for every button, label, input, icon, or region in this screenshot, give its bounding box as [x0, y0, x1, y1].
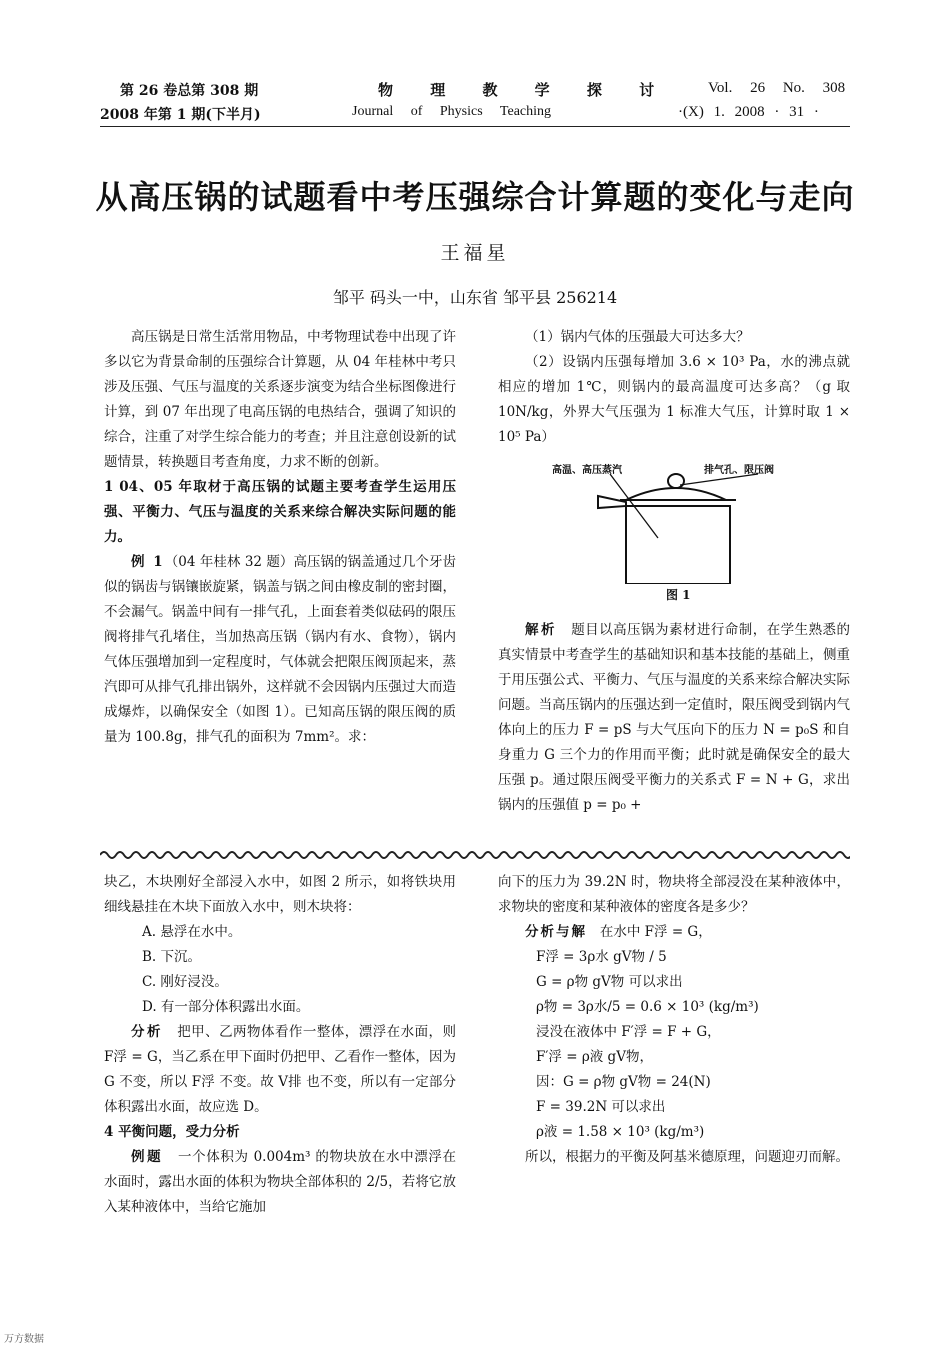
- page-number: ·(X) 1. 2008 · 31 ·: [678, 104, 819, 120]
- solution-text-0: 在水中 F浮 = G，: [599, 924, 712, 940]
- journal-name-en: Journal of Physics Teaching: [352, 104, 552, 119]
- solution-line-0: [498, 920, 850, 945]
- option-a: A. 悬浮在水中。: [142, 924, 242, 940]
- journal-name-cn: 物 理 教 学 探 讨: [378, 81, 671, 99]
- solution-line-4: 浸没在液体中 F′浮 = F + G，: [536, 1024, 721, 1040]
- section-4-heading: 4 平衡问题，受力分析: [104, 1124, 240, 1140]
- solution-label: 分析与解: [525, 924, 587, 940]
- analysis-label: 解析: [525, 622, 557, 638]
- watermark: 万方数据: [4, 1334, 44, 1345]
- solution-line-1: F浮 = 3ρ水 gV物 / 5: [536, 949, 667, 965]
- volume-issue: 第 26 卷总第 308 期: [120, 83, 259, 99]
- example-4: [104, 1145, 456, 1220]
- author: 王福星: [440, 242, 510, 264]
- lower-right-cont: 向下的压力为 39.2N 时，物块将全部浸没在某种液体中，求物块的密度和某种液体的密度各是多少？: [498, 874, 850, 915]
- article-title: 从高压锅的试题看中考压强综合计算题的变化与走向: [95, 178, 855, 216]
- lower-left-column: [104, 870, 456, 1220]
- example-4-text: 一个体积为 0.004m³ 的物块放在水中漂浮在水面时，露出水面的体积为物块全部体积的 2/5，若将它放入某种液体中，当给它施加: [104, 1149, 457, 1215]
- lower-analysis: [104, 1020, 456, 1120]
- example-4-label: 例题: [131, 1149, 164, 1165]
- solution-line-2: G = ρ物 gV物 可以求出: [536, 974, 683, 990]
- analysis-text: 题目以高压锅为素材进行命制，在学生熟悉的真实情景中考查学生的基础知识和基本技能的基础上，侧重于用压强公式、平衡力、气压与温度的关系来综合解决实际问题。当高压锅内的压强达到一定值时，限压阀受到锅内气体向上的压力 F = pS 与大气压向下的压力 N = p₀S 和自身重力 G 三个力的作用而平衡；此时就是确保安全的最大压强 p。通过限压阀受平衡力的关系式 F = N + G，求出锅内的压强值 p = p₀ +: [498, 622, 851, 813]
- figure-1-caption: 图 1: [666, 588, 691, 602]
- header-rule: [100, 126, 850, 127]
- pressure-cooker-figure: [540, 458, 792, 584]
- option-c: C. 刚好浸没。: [142, 974, 228, 990]
- conclusion: 所以，根据力的平衡及阿基米德原理，问题迎刃而解。: [525, 1149, 849, 1165]
- affiliation: 邹平 码头一中，山东省 邹平县 256214: [332, 288, 618, 307]
- figure-label-steam: 高温、高压蒸汽: [552, 465, 622, 476]
- upper-right-column: [498, 325, 850, 450]
- vol-no: Vol. 26 No. 308: [708, 80, 846, 96]
- option-b: B. 下沉。: [142, 949, 202, 965]
- question-1: （1）锅内气体的压强最大可达多大？: [525, 329, 750, 345]
- solution-line-5: F′浮 = ρ液 gV物，: [536, 1049, 653, 1065]
- solution-line-7: F = 39.2N 可以求出: [536, 1099, 666, 1115]
- section-1-heading: 1 04、05 年取材于高压锅的试题主要考查学生运用压强、平衡力、气压与温度的关系来综合解决实际问题的能力。: [104, 479, 456, 545]
- option-d: D. 有一部分体积露出水面。: [142, 999, 310, 1015]
- question-2: （2）设锅内压强每增加 3.6 × 10³ Pa，水的沸点就相应的增加 1℃，则锅内的最高温度可达多高？（g 取 10N/kg，外界大气压强为 1 标准大气压，计算时取 1 × 10⁵ Pa）: [498, 354, 850, 445]
- issue-date: 2008 年第 1 期(下半月): [100, 107, 261, 123]
- analysis-paragraph: [498, 618, 850, 818]
- intro-paragraph: 高压锅是日常生活常用物品，中考物理试卷中出现了许多以它为背景命制的压强综合计算题，从 04 年桂林中考只涉及压强、气压与温度的关系逐步演变为结合坐标图像进行计算，到 07 年出现了电高压锅的电热结合，强调了知识的综合，注重了对学生综合能力的考查；并且注意创设新的试题情景，转换题目考查角度，力求不断的创新。: [104, 329, 456, 470]
- example-1-label: 例 1: [131, 554, 165, 570]
- lower-analysis-text: 把甲、乙两物体看作一整体，漂浮在水面，则 F浮 = G，当乙系在甲下面时仍把甲、乙看作一整体，因为 G 不变，所以 F浮 不变。故 V排 也不变，所以有一定部分体积露出水面，故应选 D。: [104, 1024, 457, 1115]
- page-break-separator: [100, 848, 850, 862]
- figure-label-valve: 排气孔、限压阀: [704, 465, 774, 476]
- continued-text: 块乙，木块刚好全部浸入水中，如图 2 所示，如将铁块用细线悬挂在木块下面放入水中，则木块将：: [104, 874, 456, 915]
- upper-left-column: [104, 325, 456, 750]
- analysis-block: [498, 618, 850, 818]
- solution-line-3: ρ物 = 3ρ水/5 = 0.6 × 10³ (kg/m³): [536, 999, 759, 1015]
- solution-line-8: ρ液 = 1.58 × 10³ (kg/m³): [536, 1124, 705, 1140]
- example-1-text: （04 年桂林 32 题）高压锅的锅盖通过几个牙齿似的锅齿与锅镶嵌旋紧，锅盖与锅之间由橡皮制的密封圈，不会漏气。锅盖中间有一排气孔，上面套着类似砝码的限压阀将排气孔堵住，当加热高压锅（锅内有水、食物），锅内气体压强增加到一定程度时，气体就会把限压阀顶起来，蒸汽即可从排气孔排出锅外，这样就不会因锅内压强过大而造成爆炸，以确保安全（如图 1）。已知高压锅的限压阀的质量为 100.8g，排气孔的面积为 7mm²。求：: [104, 554, 457, 745]
- lower-right-column: [498, 870, 850, 1170]
- lower-analysis-label: 分析: [131, 1024, 163, 1040]
- solution-line-6: 因：G = ρ物 gV物 = 24(N): [536, 1074, 711, 1090]
- example-1: [104, 550, 456, 750]
